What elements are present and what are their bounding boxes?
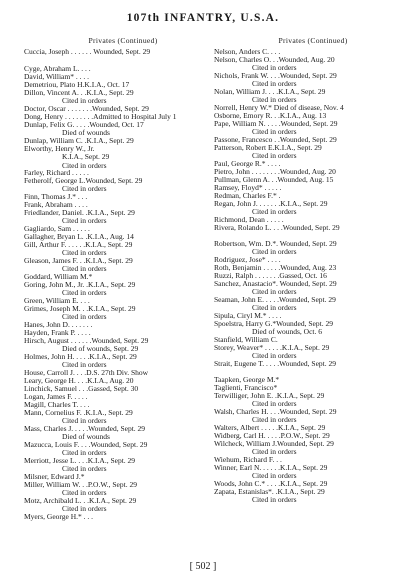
entry-line: Sipula, Ciryl M.* . . . . [214,312,282,320]
entry-line: Rivera, Rolando L. . . .Wounded, Sept. 29 [214,224,340,232]
entry-note: Cited in orders [62,160,107,170]
entry-line: Gallagher, Bryan L. .K.I.A., Aug. 14 [24,233,134,241]
roster-entry [24,481,222,498]
entry-note: Cited in orders [62,488,107,498]
entry-line: Fetherolf, George L.Wounded, Sept. 29 [24,177,143,185]
entry-line: Elworthy, Henry W., Jr. [24,145,95,153]
entry-note: Cited in orders [62,288,107,298]
entry-line: Pape, William N. . . . .Wounded, Sept. 29 [214,120,338,128]
entry-line: Walsh, Charles H. . . .Wounded, Sept. 29 [214,408,337,416]
roster-entry [214,120,406,137]
roster-entry [24,409,222,426]
entry-line: Gill, Arthur F. . . . . .K.I.A., Sept. 29 [24,241,133,249]
entry-line: Ruzzi, Ralph . . . . . . .Gassed, Oct. 16 [214,272,327,280]
entry-note: Died of wounds, Oct. 6 [252,327,322,337]
column-header: Privates (Continued) [278,36,348,45]
entry-line: Nelson, Anders C. . . . [214,48,281,56]
entry-note: Cited in orders [252,207,297,217]
entry-line: David, William* . . . . [24,73,89,81]
entry-note: Cited in orders [62,248,107,258]
entry-line: Myers, George H.* . . . [24,513,94,521]
entry-line: Regan, John J. . . . . . .K.I.A., Sept. 29 [214,200,328,208]
entry-line: Nelson, Charles O. . .Wounded, Aug. 20 [214,56,335,64]
entry-note: Cited in orders [62,264,107,274]
entry-line: Pietro, John . . . . . . . .Wounded, Aug. 20 [214,168,336,176]
roster-entry [24,497,222,514]
entry-note: Cited in orders [62,448,107,458]
roster-entry [24,209,222,226]
entry-note: Cited in orders [62,216,107,226]
roster-entry [24,145,222,170]
entry-note: K.I.A., Sept. 29 [62,152,110,162]
entry-line: Farley, Richard . . . . . [24,169,89,177]
entry-line: Nolan, William J. . . .K.I.A., Sept. 29 [214,88,326,96]
entry-line: Hirsch, August . . . . . .Wounded, Sept. 29 [24,337,149,345]
entry-line: Doctor, Oscar . . . . . . .Wounded, Sept. 29 [24,105,149,113]
entry-note: Cited in orders [252,63,297,73]
entry-note: Cited in orders [62,464,107,474]
roster-entry [24,48,222,56]
entry-line: Nichols, Frank W. . . .Wounded, Sept. 29 [214,72,337,80]
entry-note: Cited in orders [62,360,107,370]
entry-line: Cuccia, Joseph . . . . . . Wounded, Sept. 29 [24,48,151,56]
roster-entry [214,440,406,457]
roster-entry [24,121,222,138]
entry-line: Leary, George H. . . .K.I.A., Aug. 20 [24,377,134,385]
roster-entry [214,296,406,313]
roster-entry [214,56,406,73]
entry-line: Woods, John C.* . . . .K.I.A., Sept. 29 [214,480,328,488]
entry-line: Wilcheck, William J.Wounded, Sept. 29 [214,440,334,448]
roster-entry [214,200,406,217]
entry-note: Cited in orders [252,151,297,161]
entry-line: Wiehum, Richard F. . . [214,456,282,464]
entry-note: Cited in orders [62,504,107,514]
entry-line: Goring, John M., Jr. .K.I.A., Sept. 29 [24,281,136,289]
entry-line: Winner, Earl N. . . . . .K.I.A., Sept. 29 [214,464,328,472]
roster-entry [214,392,406,409]
entry-line: Mann, Cornelius F. .K.I.A., Sept. 29 [24,409,133,417]
entry-line: Grimes, Joseph M. . .K.I.A., Sept. 29 [24,305,136,313]
entry-line: Seaman, John E. . . . .Wounded, Sept. 29 [214,296,336,304]
entry-note: Cited in orders [252,471,297,481]
entry-note: Cited in orders [252,79,297,89]
entry-line: Redman, Charles F.* . [214,192,281,200]
entry-note: Cited in orders [252,415,297,425]
entry-line: Hayden, Frank P. . . . . [24,329,91,337]
entry-line: Green, William E. . . . [24,297,90,305]
entry-line: Mass, Charles J. . . . .Wounded, Sept. 29 [24,425,146,433]
roster-entry [24,89,222,106]
entry-line: Cyge, Abraham L. . . . [24,65,91,73]
roster-entry [24,257,222,274]
entry-note: Died of wounds [62,128,110,138]
entry-note: Cited in orders [252,247,297,257]
entry-line: Holmes, John H. . . . .K.I.A., Sept. 29 [24,353,137,361]
entry-line: Mazucca, Louis F. . . .Wounded, Sept. 29 [24,441,148,449]
entry-line: Walters, Albert . . . . .K.I.A., Sept. 29 [214,424,326,432]
entry-note: Died of wounds, Sept. 29 [62,344,139,354]
entry-line: Richmond, Dean . . . . . [214,216,284,224]
entry-line: Goddard, William M.* [24,273,93,281]
roster-entry [214,88,406,105]
entry-note: Cited in orders [62,96,107,106]
entry-line: Taglienti, Francisco* [214,384,278,392]
entry-line: Norrell, Henry W.* Died of disease, Nov. 4 [214,104,344,112]
entry-line: Osborne, Emory R. . .K.I.A., Aug. 13 [214,112,327,120]
entry-line: Stanfield, William C. [214,336,278,344]
entry-note: Cited in orders [252,287,297,297]
roster-entry [24,241,222,258]
entry-line: Passone, Francesco . .Wounded, Sept. 29 [214,136,337,144]
entry-note: Cited in orders [252,303,297,313]
entry-line: Dunlap, William C. .K.I.A., Sept. 29 [24,137,134,145]
entry-line: Terwilliger, John E. .K.I.A., Sept. 29 [214,392,325,400]
entry-line: House, Carroll J. . . .D.S. 27th Div. Show [24,369,149,377]
entry-line: Spoelstra, Harry G.*Wounded, Sept. 29 [214,320,333,328]
roster-entry [214,240,406,257]
entry-line: Magill, Charles T. . . . [24,401,90,409]
entry-line: Taapken, George M.* [214,376,280,384]
entry-line: Strait, Eugene T. . . . .Wounded, Sept. 29 [214,360,337,368]
entry-line: Linchick, Samuel . . .Gassed, Sept. 30 [24,385,139,393]
roster-entry [214,224,406,232]
entry-line: Frank, Abraham . . . . [24,201,88,209]
entry-note: Cited in orders [62,416,107,426]
entry-line: Paul, George R.* . . . . [214,160,281,168]
page-number: [ 502 ] [189,561,217,572]
entry-line: Sanchez, Anastacio*. Wounded, Sept. 29 [214,280,337,288]
entry-note: Cited in orders [252,351,297,361]
entry-line: Patterson, Robert E.K.I.A., Sept. 29 [214,144,322,152]
entry-line: Ramsey, Floyd* . . . . . [214,184,282,192]
entry-note: Cited in orders [252,399,297,409]
roster-entry [214,464,406,481]
roster-column-right [214,36,406,505]
entry-line: Dunlap, Felix G. . . . .Wounded, Oct. 17 [24,121,144,129]
entry-line: Finn, Thomas J.* . . . [24,193,88,201]
entry-line: Friedlander, Daniel. .K.I.A., Sept. 29 [24,209,135,217]
roster-entry [24,353,222,370]
entry-line: Pullman, Glenn A. . .Wounded, Aug. 15 [214,176,334,184]
roster-entry [24,281,222,298]
entry-note: Died of wounds [62,432,110,442]
entry-note: Cited in orders [62,184,107,194]
roster-entry [24,513,222,521]
entry-note: Cited in orders [62,312,107,322]
entry-line: Miller, William W. . .P.O.W., Sept. 29 [24,481,137,489]
entry-line: Roth, Benjamin . . . . .Wounded, Aug. 23 [214,264,337,272]
entry-line: Milsner, Edward J.* [24,473,85,481]
entry-line: Widberg, Carl H. . . . .P.O.W., Sept. 29 [214,432,330,440]
entry-line: Gagliardo, Sam . . . . . [24,225,90,233]
roster-column-left [24,36,222,521]
roster-entry [214,488,406,505]
entry-line: Logan, James F. . . . . [24,393,88,401]
roster-entry [214,144,406,161]
roster-entry [214,344,406,361]
entry-line: Dong, Henry . . . . . . . .Admitted to Hospital July 1 [24,113,177,121]
entry-line: Zapata, Estanislas*. .K.I.A., Sept. 29 [214,488,325,496]
entry-line: Gleason, James F. . .K.I.A., Sept. 29 [24,257,133,265]
roster-entry [24,441,222,458]
column-header: Privates (Continued) [88,36,158,45]
roster-entry [214,280,406,297]
entry-line: Motz, Archibald L. . .K.I.A., Sept. 29 [24,497,137,505]
entry-note: Cited in orders [252,495,297,505]
entry-line: Demetriou, Plato H.K.I.A., Oct. 17 [24,81,130,89]
roster-entry [214,320,406,337]
entry-line: Storey, Weaver* . . . . .K.I.A., Sept. 29 [214,344,330,352]
roster-entry [24,425,222,442]
entry-note: Cited in orders [252,447,297,457]
entry-line: Rodriguez, Jose* . . . . [214,256,281,264]
roster-entry [214,408,406,425]
entry-line: Dillon, Vincent A. . .K.I.A., Sept. 29 [24,89,134,97]
page-title: 107th INFANTRY, U.S.A. [126,12,280,24]
entry-line: Merriott, Jesse L. . . .K.I.A., Sept. 29 [24,457,136,465]
entry-line: Hanes, John D. . . . . . . [24,321,93,329]
roster-entry [214,360,406,368]
roster-entry [24,305,222,322]
entry-note: Cited in orders [252,127,297,137]
roster-entry [24,177,222,194]
roster-entry [24,337,222,354]
entry-line: Robertson, Wm. D.*. Wounded, Sept. 29 [214,240,337,248]
entry-note: Cited in orders [252,95,297,105]
roster-entry [214,72,406,89]
roster-entry [24,457,222,474]
